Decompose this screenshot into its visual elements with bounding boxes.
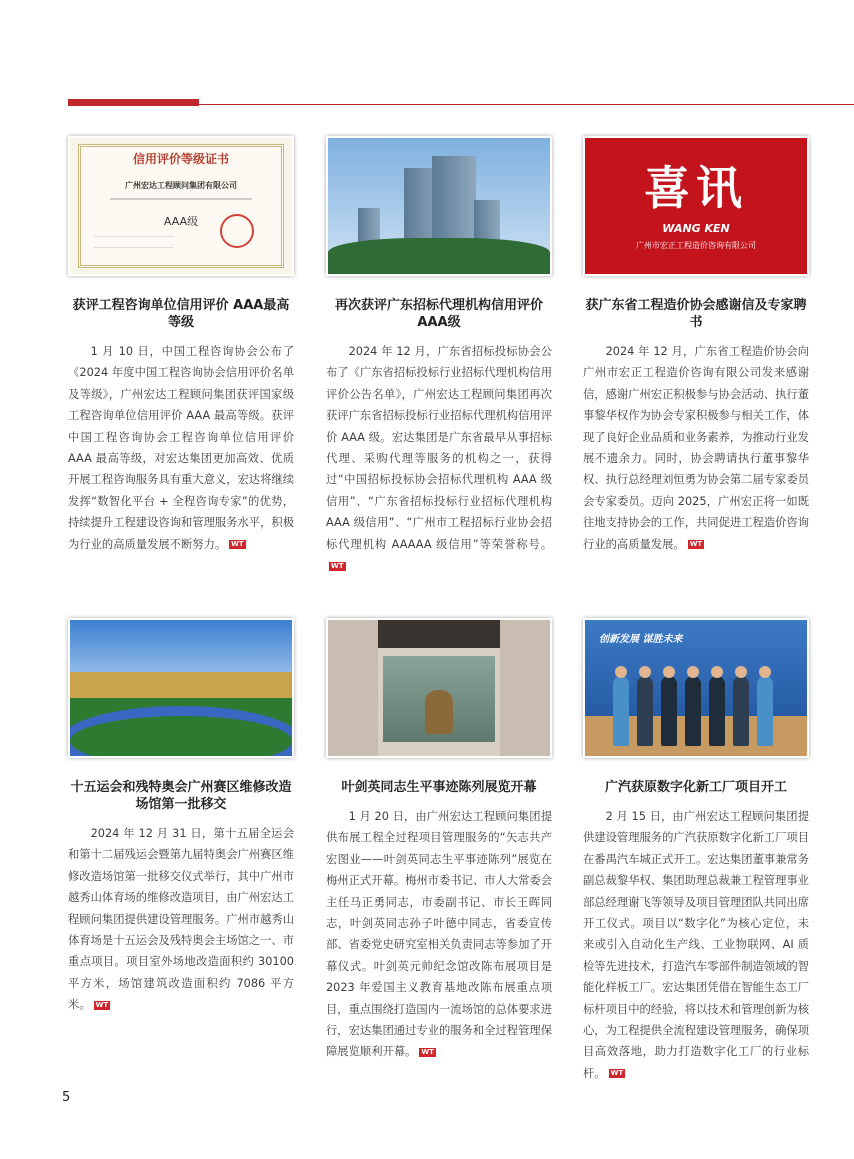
announcement-company: 广州市宏正工程造价咨询有限公司 bbox=[636, 241, 756, 250]
article-title: 广汽获原数字化新工厂项目开工 bbox=[604, 780, 787, 795]
article-body: 2024 年 12 月 31 日，第十五届全运会和第十二届残运会暨第九届特奥会广州赛区维修改造场馆第一批移交仪式举行，其中广州市越秀山体育场的维修改造项目，由广州宏达工程顾问集团提供建设管理服务。广州市越秀山体育场是十五运会及残特奥会主场馆之一、市重点项目。项目室外场地改造面积约 30100 平方米，场馆建筑改造面积约 7086 平方米。 WT bbox=[68, 827, 294, 1012]
wt-badge: WT bbox=[331, 561, 344, 570]
article-card-2 bbox=[326, 136, 552, 576]
header-accent-bar bbox=[68, 99, 199, 106]
article-title: 十五运会和残特奥会广州赛区维修改造场馆第一批移交 bbox=[70, 780, 292, 812]
wt-badge: WT bbox=[231, 540, 244, 549]
article-title: 获广东省工程造价协会感谢信及专家聘书 bbox=[585, 298, 807, 330]
article-body: 2 月 15 日，由广州宏达工程顾问集团提供建设管理服务的广汽获原数字化新工厂项目在番禺汽车城正式开工。宏达集团董事兼常务副总裁黎华权、集团助理总裁兼工程管理事业部总经理谢飞等领导及项目管理团队共同出席开工仪式。项目以“数字化”为核心定位，未来或引入自动化生产线、工业物联网、AI 质检等先进技术，打造汽车零部件制造领域的智能化样板工厂。宏达集团凭借在智能生态工厂标杆项目中的经验，将以技术和管理创新为核心，为工程提供全流程建设管理服务，确保项目高效落地，助力打造数字化工厂的行业标杆。 WT bbox=[583, 810, 809, 1080]
wt-badge: WT bbox=[610, 1069, 624, 1078]
article-body: 2024 年 12 月，广东省招标投标协会公布了《广东省招标投标行业招标代理机构信用评价公告名单》，广州宏达工程顾问集团再次获评广东省招标投标行业招标代理机构信用评价 AAA 级。宏达集团是广东省最早从事招标代理、采购代理等服务的机构之一，获得过“中国招标投标协会招标代理机构 AAA 级信用”、“广东省招标投标行业招标代理机构 AAA 级信用”、“广州市工程招标行业协会招标代理机构 AAAAA 级信用”等荣誉称号。WT bbox=[326, 345, 552, 570]
article-card-4 bbox=[68, 618, 294, 1016]
ceremony-slogan: 创新发展 谋胜未来 bbox=[599, 634, 683, 645]
article-body: 2024 年 12 月，广东省工程造价协会向广州市宏正工程造价咨询有限公司发来感谢信，感谢广州宏正积极参与协会活动、执行董事黎华权作为协会专家积极参与相关工作，体现了良好企业品质和业务素养，为推动行业发展不遗余力。同时，协会聘请执行董事黎华权、执行总经理刘恒勇为协会第二届专家委员会专家委员。迈向 2025，广州宏正将一如既往地支持协会的工作，共同促进工程造价咨询行业的高质量发展。 WT bbox=[583, 345, 809, 551]
cert-title: 信用评价等级证书 bbox=[132, 152, 229, 166]
article-photo-stadium bbox=[68, 618, 294, 758]
page-number: 5 bbox=[62, 1090, 71, 1105]
article-photo-exhibition bbox=[326, 618, 552, 758]
article-title: 获评工程咨询单位信用评价 AAA最高等级 bbox=[72, 298, 290, 330]
article-photo-certificate bbox=[68, 136, 294, 276]
article-card-3 bbox=[583, 136, 809, 555]
article-body: 1 月 20 日，由广州宏达工程顾问集团提供布展工程全过程项目管理服务的“矢志共产宏图业——叶剑英同志生平事迹陈列”展览在梅州正式开幕。梅州市委书记、市人大常委会主任马正勇同志，市委副书记、市长王晖同志，叶剑英同志孙子叶德中同志，省委宣传部、省委党史研究室相关负责同志等参加了开幕仪式。叶剑英元帅纪念馆改陈布展项目是 2023 年爱国主义教育基地改陈布展重点项目，重点围绕打造国内一流场馆的总体要求进行，宏达集团通过专业的服务和全过程管理保障展览顺利开幕。 WT bbox=[326, 810, 552, 1059]
cert-company: 广州宏达工程顾问集团有限公司 bbox=[125, 181, 237, 190]
wt-badge: WT bbox=[95, 1000, 109, 1009]
article-card-1 bbox=[68, 136, 294, 555]
article-body: 1 月 10 日，中国工程咨询协会公布了《2024 年度中国工程咨询协会信用评价名单及等级》，广州宏达工程顾问集团获评国家级工程咨询单位信用评价 AAA 最高等级。获评中国工程咨询协会工程咨询单位信用评价 AAA 最高等级，对宏达集团更加高效、优质开展工程咨询服务具有重大意义，宏达将继续发挥“数智化平台 + 全程咨询专家”的优势，持续提升工程建设咨询和管理服务水平，积极为行业的高质量发展不断努力。 WT bbox=[68, 345, 294, 551]
article-title: 再次获评广东招标代理机构信用评价AAA级 bbox=[334, 298, 543, 330]
cert-grade: AAA级 bbox=[163, 215, 199, 228]
wt-badge: WT bbox=[689, 540, 703, 549]
announcement-en-text: WANG KEN bbox=[662, 222, 730, 235]
article-photo-announcement bbox=[583, 136, 809, 276]
article-photo-building bbox=[326, 136, 552, 276]
wt-badge: WT bbox=[421, 1047, 434, 1056]
announcement-big-text: 喜讯 bbox=[644, 161, 748, 215]
article-title: 叶剑英同志生平事迹陈列展览开幕 bbox=[341, 780, 537, 795]
seal-icon bbox=[220, 214, 254, 248]
article-card-5 bbox=[326, 618, 552, 1063]
article-photo-ceremony bbox=[583, 618, 809, 758]
article-card-6 bbox=[583, 618, 809, 1084]
